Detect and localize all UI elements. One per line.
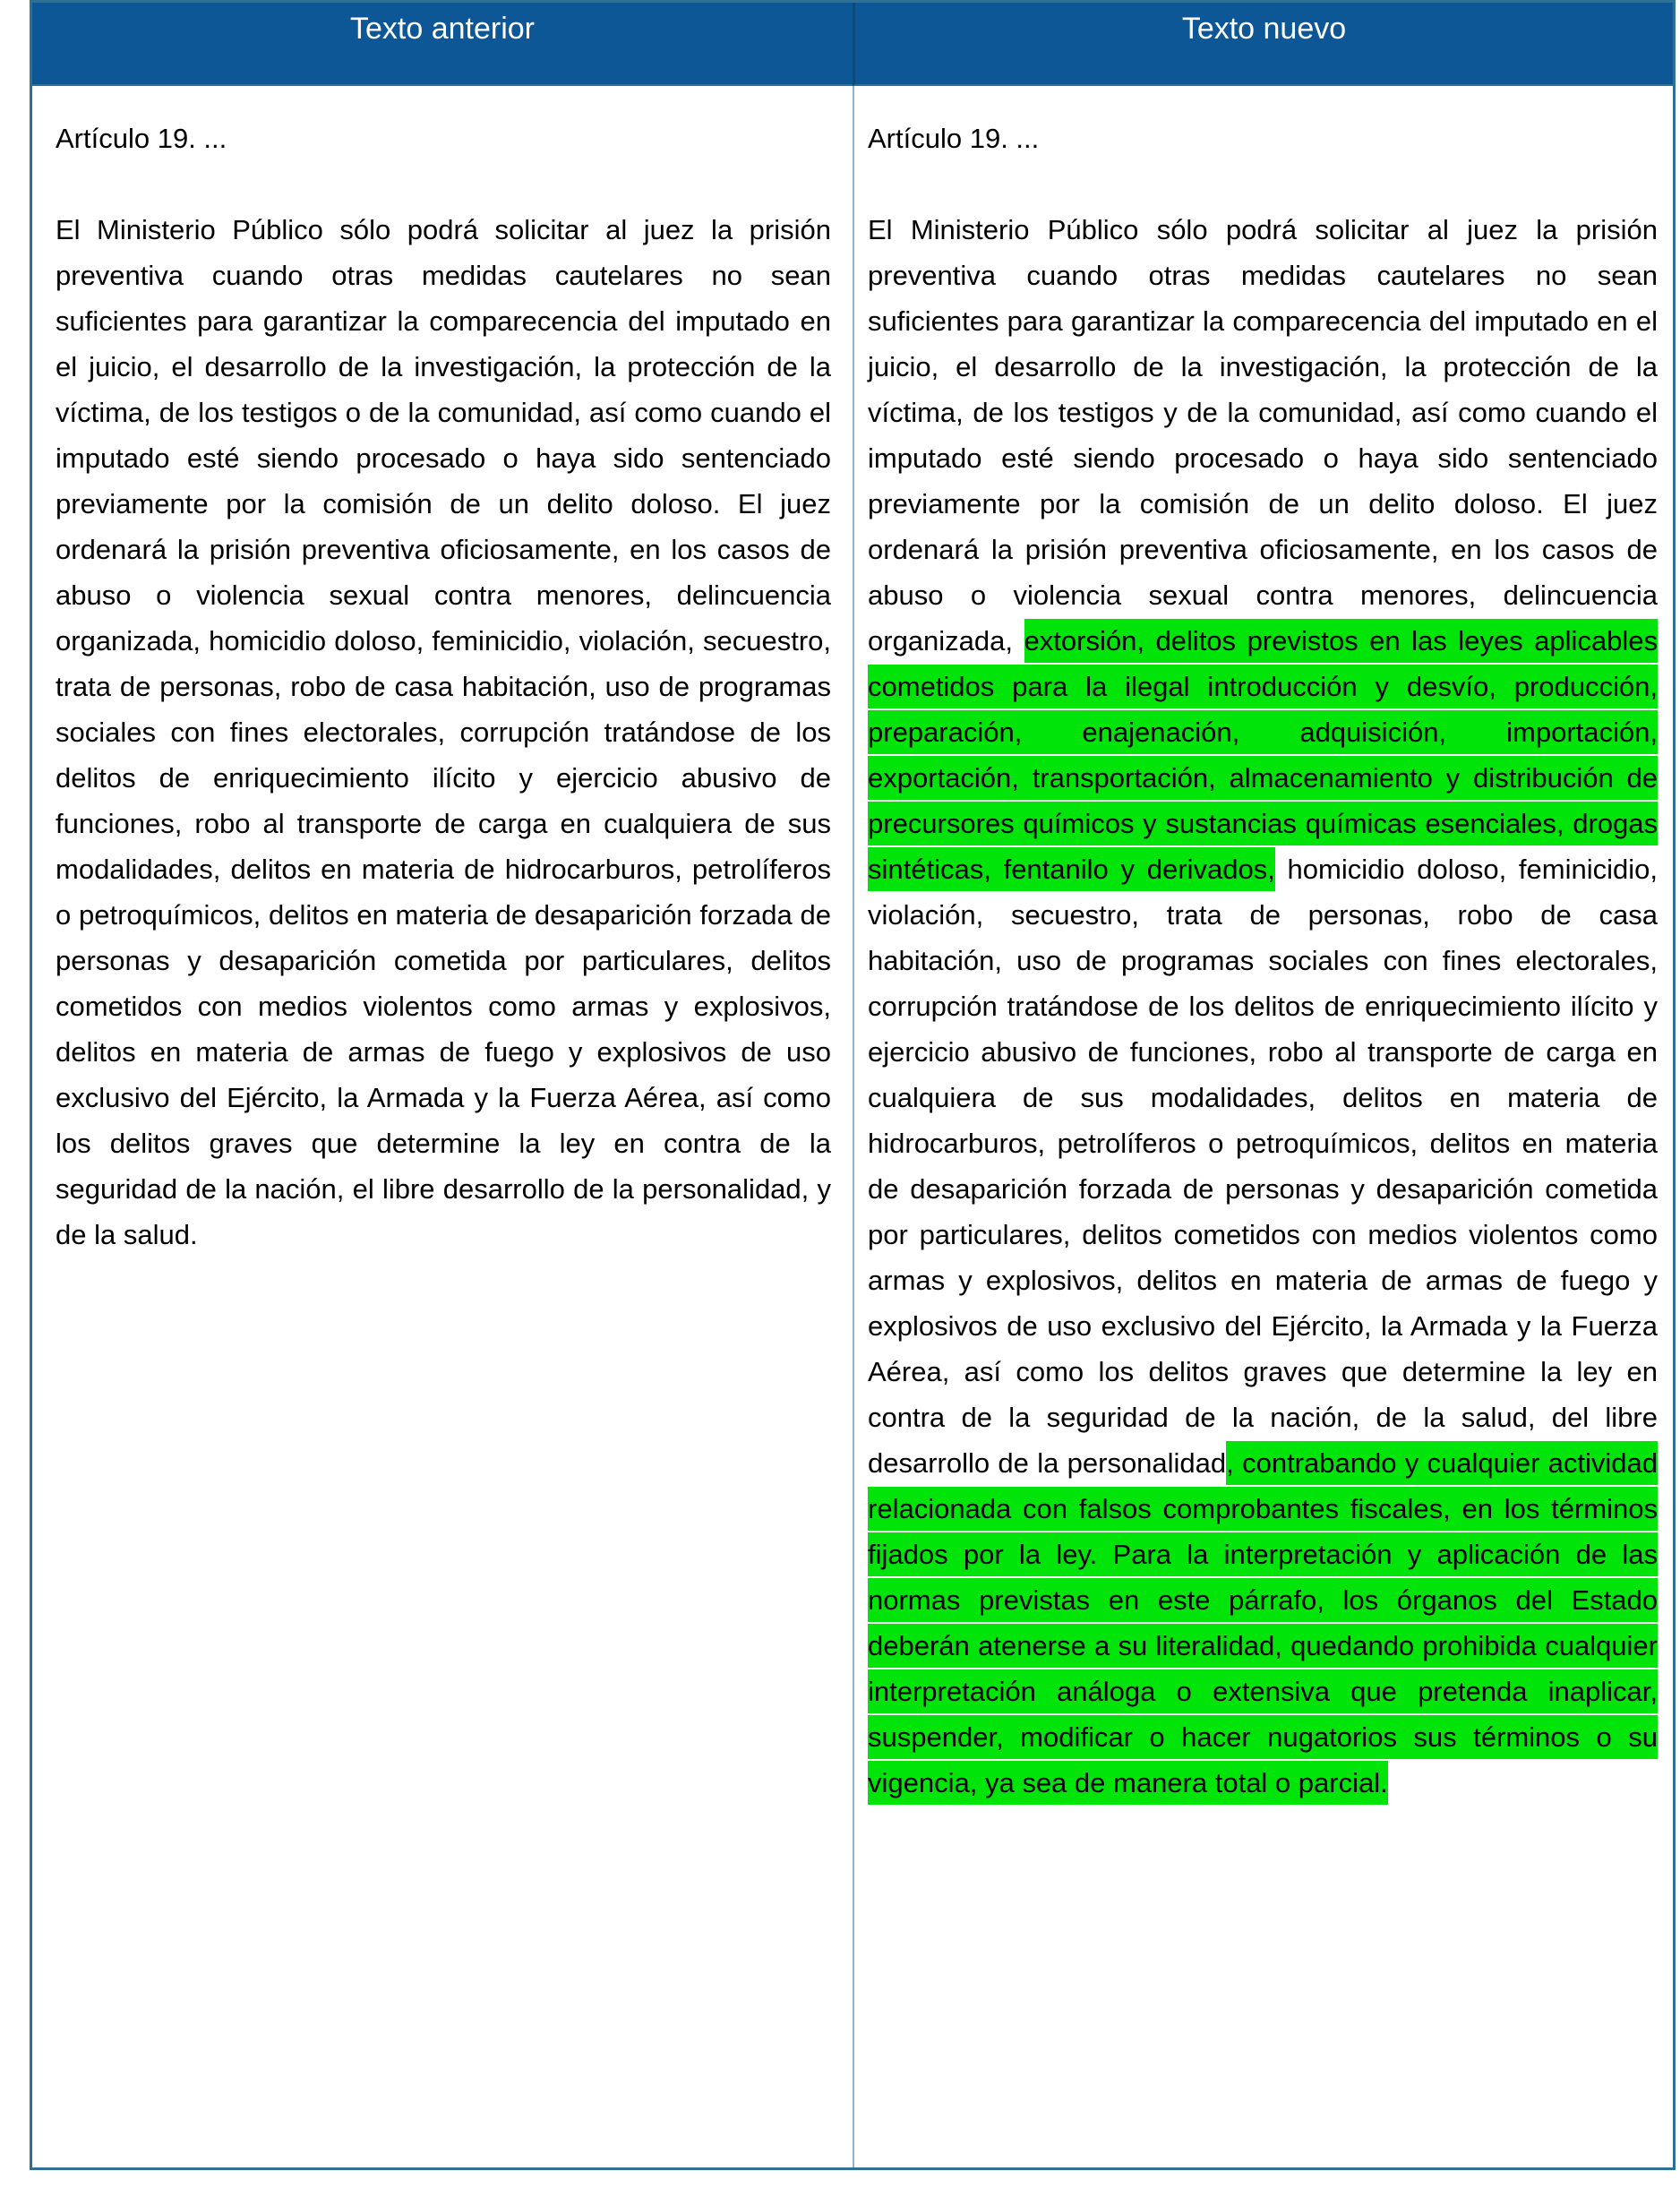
inserted-text-highlight: extorsión, delitos previstos en las leyes aplicables cometidos para la ilegal introducción y desvío, producción, preparación, enajenación, adquisición, importación, exportación, transportación, almacenamiento y distribución de precursores químicos y sustancias químicas esenciales, drogas sintéticas, fentanilo y derivados, — [868, 619, 1658, 891]
previous-article-heading: Artículo 19. ... — [56, 123, 227, 154]
table-body-row — [32, 86, 1673, 2167]
previous-article-paragraph: El Ministerio Público sólo podrá solicitar al juez la prisión preventiva cuando otras medidas cautelares no sean suficientes para garantizar la comparecencia del imputado en el juicio, el desarrollo de la investigación, la protección de la víctima, de los testigos o de la comunidad, así como cuando el imputado esté siendo procesado o haya sido sentenciado previamente por la comisión de un delito doloso. El juez ordenará la prisión preventiva oficiosamente, en los casos de abuso o violencia sexual contra menores, delincuencia organizada, homicidio doloso, feminicidio, violación, secuestro, trata de personas, robo de casa habitación, uso de programas sociales con fines electorales, corrupción tratándose de los delitos de enriquecimiento ilícito y ejercicio abusivo de funciones, robo al transporte de carga en cualquiera de sus modalidades, delitos en materia de hidrocarburos, petrolíferos o petroquímicos, delitos en materia de desaparición forzada de personas y desaparición cometida por particulares, delitos cometidos con medios violentos como armas y explosivos, delitos en materia de armas de fuego y explosivos de uso exclusivo del Ejército, la Armada y la Fuerza Aérea, así como los delitos graves que determine la ley en contra de la seguridad de la nación, el libre desarrollo de la personalidad, y de la salud. — [56, 214, 831, 1250]
new-text-header-label: Texto nuevo — [1181, 12, 1347, 46]
table-header-row — [32, 3, 1673, 86]
previous-text-header-label: Texto anterior — [350, 12, 535, 46]
new-article-paragraph — [868, 207, 1658, 1806]
header-cell-previous-text — [32, 3, 853, 86]
cell-new-text — [853, 86, 1673, 2167]
unchanged-text: homicidio doloso, feminicidio, violación, secuestro, trata de personas, robo de casa habitación, uso de programas sociales con fines electorales, corrupción tratándose de los delitos de enriquecimiento ilícito y ejercicio abusivo de funciones, robo al transporte de carga en cualquiera de sus modalidades, delitos en materia de hidrocarburos, petrolíferos o petroquímicos, delitos en materia de desaparición forzada de personas y desaparición cometida por particulares, delitos cometidos con medios violentos como armas y explosivos, delitos en materia de armas de fuego y explosivos de uso exclusivo del Ejército, la Armada y la Fuerza Aérea, así como los delitos graves que determine la ley en contra de la seguridad de la nación, de la salud, del libre desarrollo de la personalidad — [868, 854, 1658, 1479]
new-article-heading: Artículo 19. ... — [868, 123, 1040, 154]
header-cell-new-text — [853, 3, 1673, 86]
cell-previous-text — [32, 86, 853, 2167]
comparison-table — [30, 0, 1676, 2170]
inserted-text-highlight: , contrabando y cualquier actividad relacionada con falsos comprobantes fiscales, en los términos fijados por la ley. Para la interpretación y aplicación de las normas previstas en este párrafo, los órganos del Estado deberán atenerse a su literalidad, quedando prohibida cualquier interpretación análoga o extensiva que pretenda inaplicar, suspender, modificar o hacer nugatorios sus términos o su vigencia, ya sea de manera total o parcial. — [868, 1441, 1658, 1805]
unchanged-text: El Ministerio Público sólo podrá solicitar al juez la prisión preventiva cuando otras medidas cautelares no sean suficientes para garantizar la comparecencia del imputado en el juicio, el desarrollo de la investigación, la protección de la víctima, de los testigos y de la comunidad, así como cuando el imputado esté siendo procesado o haya sido sentenciado previamente por la comisión de un delito doloso. El juez ordenará la prisión preventiva oficiosamente, en los casos de abuso o violencia sexual contra menores, delincuencia organizada, — [868, 214, 1658, 657]
